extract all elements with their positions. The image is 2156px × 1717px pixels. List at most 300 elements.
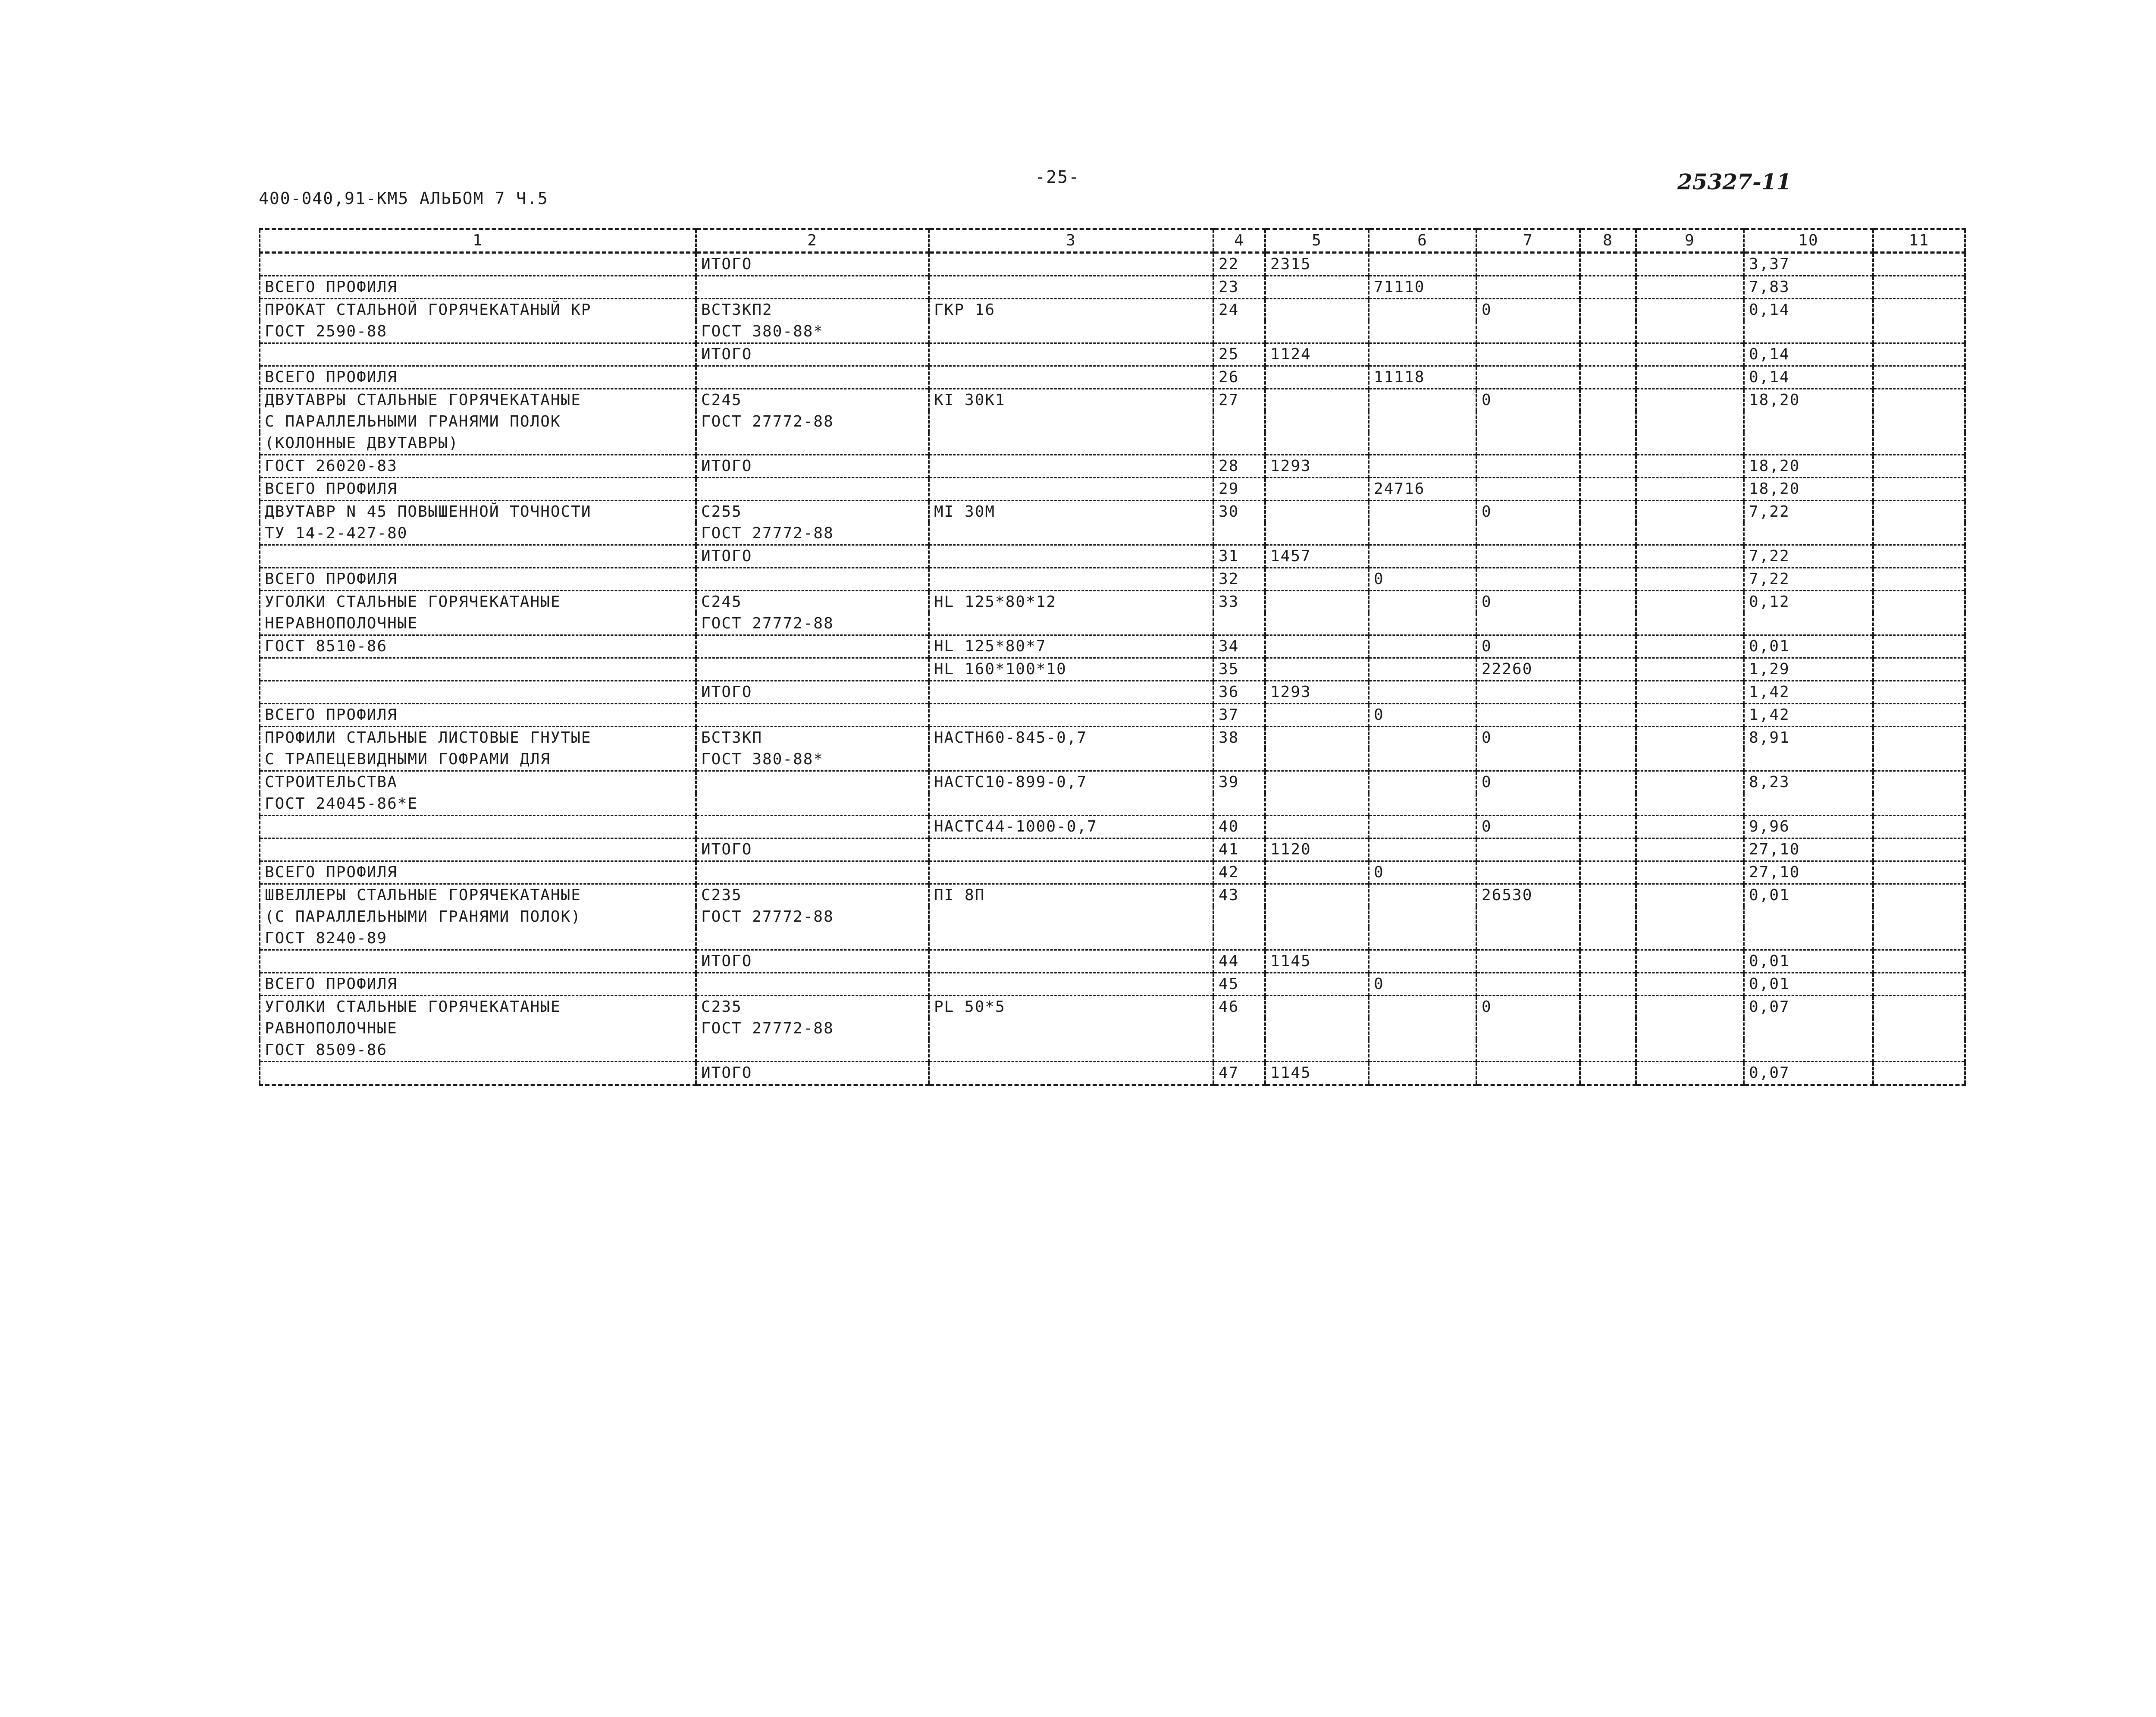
cell-col-9 <box>1636 501 1744 523</box>
cell-col-6 <box>1369 501 1476 523</box>
cell-col-5 <box>1265 658 1369 681</box>
cell-col-1 <box>260 681 696 704</box>
cell-col-2: ГОСТ 27772-88 <box>696 1018 929 1039</box>
cell-col-6: 24716 <box>1369 478 1476 501</box>
cell-col-3 <box>929 749 1213 771</box>
cell-col-2: ГОСТ 380-88* <box>696 321 929 343</box>
table-row <box>260 950 1965 973</box>
col-head-1: 1 <box>260 229 696 253</box>
cell-col-4: 32 <box>1213 568 1265 591</box>
cell-col-8 <box>1580 299 1636 321</box>
cell-col-5 <box>1265 433 1369 455</box>
cell-col-1: СТРОИТЕЛЬСТВА <box>260 771 696 794</box>
cell-col-1 <box>260 838 696 861</box>
cell-col-2: С245 <box>696 389 929 411</box>
cell-col-5 <box>1265 1018 1369 1039</box>
cell-col-7 <box>1476 793 1580 816</box>
cell-col-6 <box>1369 727 1476 749</box>
cell-col-7: 0 <box>1476 389 1580 411</box>
table-row <box>260 276 1965 299</box>
cell-col-10: 0,14 <box>1744 343 1873 366</box>
cell-col-3 <box>929 478 1213 501</box>
cell-col-5 <box>1265 996 1369 1018</box>
cell-col-5 <box>1265 884 1369 907</box>
cell-col-2 <box>696 366 929 389</box>
table-row <box>260 455 1965 478</box>
cell-col-9 <box>1636 1018 1744 1039</box>
cell-col-11 <box>1873 591 1965 613</box>
cell-col-3: КI 30К1 <box>929 389 1213 411</box>
cell-col-3: ГКР 16 <box>929 299 1213 321</box>
cell-col-4: 46 <box>1213 996 1265 1018</box>
cell-col-8 <box>1580 658 1636 681</box>
cell-col-3 <box>929 928 1213 950</box>
cell-col-4: 40 <box>1213 816 1265 838</box>
cell-col-5: 1124 <box>1265 343 1369 366</box>
cell-col-8 <box>1580 455 1636 478</box>
cell-col-8 <box>1580 635 1636 658</box>
cell-col-1: ГОСТ 8509-86 <box>260 1039 696 1062</box>
cell-col-6: 0 <box>1369 861 1476 884</box>
cell-col-4: 25 <box>1213 343 1265 366</box>
cell-col-10: 18,20 <box>1744 455 1873 478</box>
cell-col-10: 7,22 <box>1744 568 1873 591</box>
cell-col-9 <box>1636 793 1744 816</box>
cell-col-1: ПРОКАТ СТАЛЬНОЙ ГОРЯЧЕКАТАНЫЙ КР <box>260 299 696 321</box>
cell-col-7 <box>1476 973 1580 996</box>
cell-col-7 <box>1476 366 1580 389</box>
cell-col-2 <box>696 1039 929 1062</box>
cell-col-6 <box>1369 793 1476 816</box>
cell-col-6 <box>1369 253 1476 276</box>
cell-col-2: С255 <box>696 501 929 523</box>
cell-col-9 <box>1636 343 1744 366</box>
table-row <box>260 635 1965 658</box>
cell-col-4: 31 <box>1213 545 1265 568</box>
cell-col-7 <box>1476 681 1580 704</box>
cell-col-1: ГОСТ 24045-86*Е <box>260 793 696 816</box>
cell-col-10 <box>1744 793 1873 816</box>
cell-col-5 <box>1265 613 1369 635</box>
cell-col-11 <box>1873 299 1965 321</box>
cell-col-4: 28 <box>1213 455 1265 478</box>
cell-col-10: 0,01 <box>1744 635 1873 658</box>
cell-col-2 <box>696 771 929 794</box>
cell-col-5 <box>1265 1039 1369 1062</box>
cell-col-7 <box>1476 276 1580 299</box>
cell-col-5 <box>1265 973 1369 996</box>
cell-col-8 <box>1580 749 1636 771</box>
table-row <box>260 321 1965 343</box>
cell-col-3: НL 125*80*12 <box>929 591 1213 613</box>
cell-col-1: ПРОФИЛИ СТАЛЬНЫЕ ЛИСТОВЫЕ ГНУТЫЕ <box>260 727 696 749</box>
cell-col-8 <box>1580 433 1636 455</box>
cell-col-3 <box>929 253 1213 276</box>
cell-col-3 <box>929 276 1213 299</box>
col-head-5: 5 <box>1265 229 1369 253</box>
cell-col-3 <box>929 523 1213 545</box>
cell-col-8 <box>1580 906 1636 928</box>
cell-col-6 <box>1369 658 1476 681</box>
cell-col-8 <box>1580 973 1636 996</box>
cell-col-5 <box>1265 771 1369 794</box>
cell-col-10 <box>1744 411 1873 433</box>
cell-col-3 <box>929 366 1213 389</box>
cell-col-11 <box>1873 681 1965 704</box>
cell-col-11 <box>1873 973 1965 996</box>
cell-col-1: ВСЕГО ПРОФИЛЯ <box>260 478 696 501</box>
cell-col-2 <box>696 568 929 591</box>
page-number: -25- <box>1035 167 1080 187</box>
cell-col-7 <box>1476 545 1580 568</box>
cell-col-2 <box>696 433 929 455</box>
cell-col-4: 27 <box>1213 389 1265 411</box>
cell-col-2: ИТОГО <box>696 343 929 366</box>
table-row <box>260 973 1965 996</box>
cell-col-3: НАСТС10-899-0,7 <box>929 771 1213 794</box>
cell-col-6: 11118 <box>1369 366 1476 389</box>
cell-col-1: ВСЕГО ПРОФИЛЯ <box>260 276 696 299</box>
cell-col-4 <box>1213 928 1265 950</box>
cell-col-7 <box>1476 1018 1580 1039</box>
cell-col-2: ГОСТ 27772-88 <box>696 523 929 545</box>
cell-col-6 <box>1369 1039 1476 1062</box>
cell-col-9 <box>1636 950 1744 973</box>
cell-col-4: 33 <box>1213 591 1265 613</box>
cell-col-9 <box>1636 749 1744 771</box>
cell-col-7: 0 <box>1476 771 1580 794</box>
cell-col-7 <box>1476 749 1580 771</box>
cell-col-11 <box>1873 838 1965 861</box>
cell-col-6 <box>1369 771 1476 794</box>
cell-col-11 <box>1873 928 1965 950</box>
cell-col-9 <box>1636 276 1744 299</box>
cell-col-4: 22 <box>1213 253 1265 276</box>
cell-col-10: 27,10 <box>1744 838 1873 861</box>
cell-col-8 <box>1580 545 1636 568</box>
cell-col-4: 44 <box>1213 950 1265 973</box>
cell-col-8 <box>1580 704 1636 727</box>
cell-col-11 <box>1873 478 1965 501</box>
cell-col-6 <box>1369 523 1476 545</box>
cell-col-6 <box>1369 321 1476 343</box>
cell-col-11 <box>1873 568 1965 591</box>
cell-col-5 <box>1265 816 1369 838</box>
cell-col-11 <box>1873 996 1965 1018</box>
cell-col-8 <box>1580 613 1636 635</box>
cell-col-7 <box>1476 455 1580 478</box>
cell-col-10: 8,23 <box>1744 771 1873 794</box>
cell-col-11 <box>1873 1039 1965 1062</box>
cell-col-10 <box>1744 321 1873 343</box>
cell-col-9 <box>1636 411 1744 433</box>
cell-col-5: 1120 <box>1265 838 1369 861</box>
col-head-7: 7 <box>1476 229 1580 253</box>
cell-col-10 <box>1744 928 1873 950</box>
cell-col-5 <box>1265 478 1369 501</box>
cell-col-8 <box>1580 478 1636 501</box>
cell-col-6: 0 <box>1369 568 1476 591</box>
cell-col-6 <box>1369 749 1476 771</box>
cell-col-1: ВСЕГО ПРОФИЛЯ <box>260 973 696 996</box>
cell-col-5: 1293 <box>1265 455 1369 478</box>
cell-col-2 <box>696 928 929 950</box>
table-row <box>260 771 1965 794</box>
cell-col-9 <box>1636 523 1744 545</box>
cell-col-1: РАВНОПОЛОЧНЫЕ <box>260 1018 696 1039</box>
cell-col-5 <box>1265 389 1369 411</box>
cell-col-2: ГОСТ 27772-88 <box>696 906 929 928</box>
cell-col-1: С ПАРАЛЛЕЛЬНЫМИ ГРАНЯМИ ПОЛОК <box>260 411 696 433</box>
cell-col-9 <box>1636 928 1744 950</box>
cell-col-7 <box>1476 523 1580 545</box>
cell-col-5 <box>1265 501 1369 523</box>
cell-col-11 <box>1873 727 1965 749</box>
cell-col-4: 41 <box>1213 838 1265 861</box>
cell-col-11 <box>1873 906 1965 928</box>
cell-col-5 <box>1265 591 1369 613</box>
table-row <box>260 838 1965 861</box>
cell-col-11 <box>1873 455 1965 478</box>
specification-table-container <box>259 228 1964 1086</box>
cell-col-5 <box>1265 704 1369 727</box>
cell-col-7: 26530 <box>1476 884 1580 907</box>
table-row <box>260 545 1965 568</box>
cell-col-9 <box>1636 681 1744 704</box>
cell-col-3 <box>929 950 1213 973</box>
table-row <box>260 501 1965 523</box>
cell-col-7 <box>1476 928 1580 950</box>
cell-col-4 <box>1213 906 1265 928</box>
cell-col-6: 71110 <box>1369 276 1476 299</box>
cell-col-7 <box>1476 1039 1580 1062</box>
cell-col-3 <box>929 411 1213 433</box>
cell-col-1: (С ПАРАЛЛЕЛЬНЫМИ ГРАНЯМИ ПОЛОК) <box>260 906 696 928</box>
cell-col-1: ВСЕГО ПРОФИЛЯ <box>260 704 696 727</box>
cell-col-10: 1,42 <box>1744 681 1873 704</box>
cell-col-2: ГОСТ 27772-88 <box>696 411 929 433</box>
cell-col-7: 0 <box>1476 501 1580 523</box>
cell-col-5 <box>1265 299 1369 321</box>
cell-col-11 <box>1873 545 1965 568</box>
table-row <box>260 704 1965 727</box>
cell-col-10: 0,01 <box>1744 973 1873 996</box>
cell-col-4: 24 <box>1213 299 1265 321</box>
cell-col-8 <box>1580 501 1636 523</box>
table-row <box>260 299 1965 321</box>
cell-col-1: ТУ 14-2-427-80 <box>260 523 696 545</box>
cell-col-7 <box>1476 861 1580 884</box>
cell-col-2: БСТ3КП <box>696 727 929 749</box>
cell-col-6 <box>1369 996 1476 1018</box>
cell-col-7 <box>1476 343 1580 366</box>
cell-col-8 <box>1580 928 1636 950</box>
cell-col-4 <box>1213 749 1265 771</box>
cell-col-10 <box>1744 1018 1873 1039</box>
cell-col-8 <box>1580 366 1636 389</box>
cell-col-11 <box>1873 343 1965 366</box>
cell-col-5 <box>1265 366 1369 389</box>
cell-col-8 <box>1580 727 1636 749</box>
specification-table <box>259 228 1966 1086</box>
cell-col-3 <box>929 1039 1213 1062</box>
cell-col-9 <box>1636 366 1744 389</box>
cell-col-4 <box>1213 613 1265 635</box>
table-row <box>260 1018 1965 1039</box>
cell-col-9 <box>1636 568 1744 591</box>
cell-col-2 <box>696 861 929 884</box>
cell-col-7: 0 <box>1476 996 1580 1018</box>
table-row <box>260 816 1965 838</box>
cell-col-1: ГОСТ 8510-86 <box>260 635 696 658</box>
cell-col-1 <box>260 253 696 276</box>
cell-col-6 <box>1369 433 1476 455</box>
cell-col-11 <box>1873 950 1965 973</box>
cell-col-1: УГОЛКИ СТАЛЬНЫЕ ГОРЯЧЕКАТАНЫЕ <box>260 996 696 1018</box>
cell-col-8 <box>1580 1062 1636 1085</box>
cell-col-1 <box>260 343 696 366</box>
cell-col-5 <box>1265 793 1369 816</box>
cell-col-1: ВСЕГО ПРОФИЛЯ <box>260 568 696 591</box>
cell-col-5 <box>1265 928 1369 950</box>
cell-col-4: 29 <box>1213 478 1265 501</box>
col-head-8: 8 <box>1580 229 1636 253</box>
cell-col-8 <box>1580 1018 1636 1039</box>
col-head-11: 11 <box>1873 229 1965 253</box>
cell-col-7 <box>1476 1062 1580 1085</box>
cell-col-7: 0 <box>1476 299 1580 321</box>
cell-col-4 <box>1213 321 1265 343</box>
cell-col-5 <box>1265 276 1369 299</box>
cell-col-9 <box>1636 253 1744 276</box>
cell-col-6 <box>1369 838 1476 861</box>
cell-col-10: 3,37 <box>1744 253 1873 276</box>
cell-col-8 <box>1580 996 1636 1018</box>
cell-col-11 <box>1873 523 1965 545</box>
cell-col-8 <box>1580 343 1636 366</box>
cell-col-10: 0,07 <box>1744 1062 1873 1085</box>
cell-col-4: 38 <box>1213 727 1265 749</box>
cell-col-1: ГОСТ 8240-89 <box>260 928 696 950</box>
cell-col-5 <box>1265 321 1369 343</box>
cell-col-2 <box>696 658 929 681</box>
cell-col-11 <box>1873 276 1965 299</box>
table-row <box>260 681 1965 704</box>
cell-col-9 <box>1636 906 1744 928</box>
cell-col-10 <box>1744 749 1873 771</box>
document-code: 400-040,91-КМ5 АЛЬБОМ 7 Ч.5 <box>259 189 548 208</box>
cell-col-9 <box>1636 478 1744 501</box>
cell-col-8 <box>1580 523 1636 545</box>
cell-col-9 <box>1636 389 1744 411</box>
cell-col-5: 1293 <box>1265 681 1369 704</box>
cell-col-6 <box>1369 455 1476 478</box>
table-row <box>260 1062 1965 1085</box>
cell-col-3 <box>929 1018 1213 1039</box>
cell-col-4 <box>1213 433 1265 455</box>
cell-col-11 <box>1873 321 1965 343</box>
cell-col-3: PL 50*5 <box>929 996 1213 1018</box>
table-row <box>260 433 1965 455</box>
cell-col-10: 0,14 <box>1744 299 1873 321</box>
cell-col-4: 47 <box>1213 1062 1265 1085</box>
cell-col-4: 35 <box>1213 658 1265 681</box>
cell-col-1: ГОСТ 26020-83 <box>260 455 696 478</box>
table-row <box>260 996 1965 1018</box>
cell-col-1: ГОСТ 2590-88 <box>260 321 696 343</box>
cell-col-8 <box>1580 681 1636 704</box>
cell-col-4: 42 <box>1213 861 1265 884</box>
cell-col-4 <box>1213 1018 1265 1039</box>
cell-col-6 <box>1369 906 1476 928</box>
cell-col-11 <box>1873 389 1965 411</box>
table-body <box>260 229 1965 1085</box>
cell-col-1: ДВУТАВР N 45 ПОВЫШЕННОЙ ТОЧНОСТИ <box>260 501 696 523</box>
cell-col-6 <box>1369 950 1476 973</box>
cell-col-9 <box>1636 1039 1744 1062</box>
cell-col-3 <box>929 568 1213 591</box>
cell-col-7: 0 <box>1476 591 1580 613</box>
cell-col-6 <box>1369 635 1476 658</box>
cell-col-1: ВСЕГО ПРОФИЛЯ <box>260 366 696 389</box>
cell-col-8 <box>1580 884 1636 907</box>
cell-col-11 <box>1873 433 1965 455</box>
cell-col-3 <box>929 545 1213 568</box>
cell-col-3 <box>929 704 1213 727</box>
cell-col-3: НАСТС44-1000-0,7 <box>929 816 1213 838</box>
cell-col-2: ИТОГО <box>696 1062 929 1085</box>
cell-col-7: 22260 <box>1476 658 1580 681</box>
cell-col-2: ИТОГО <box>696 455 929 478</box>
cell-col-2: ИТОГО <box>696 253 929 276</box>
cell-col-4: 37 <box>1213 704 1265 727</box>
cell-col-5 <box>1265 727 1369 749</box>
cell-col-9 <box>1636 973 1744 996</box>
cell-col-7 <box>1476 950 1580 973</box>
cell-col-4: 43 <box>1213 884 1265 907</box>
cell-col-2: ИТОГО <box>696 950 929 973</box>
cell-col-5: 1457 <box>1265 545 1369 568</box>
cell-col-8 <box>1580 1039 1636 1062</box>
table-row <box>260 793 1965 816</box>
cell-col-11 <box>1873 861 1965 884</box>
cell-col-5 <box>1265 861 1369 884</box>
table-row <box>260 884 1965 907</box>
cell-col-6 <box>1369 613 1476 635</box>
cell-col-6 <box>1369 389 1476 411</box>
table-row <box>260 253 1965 276</box>
cell-col-4 <box>1213 1039 1265 1062</box>
handwritten-stamp: 25327-11 <box>1677 169 1792 195</box>
cell-col-9 <box>1636 455 1744 478</box>
cell-col-1 <box>260 950 696 973</box>
cell-col-11 <box>1873 749 1965 771</box>
cell-col-10: 7,22 <box>1744 545 1873 568</box>
cell-col-7 <box>1476 838 1580 861</box>
cell-col-1 <box>260 1062 696 1085</box>
cell-col-3: НL 125*80*7 <box>929 635 1213 658</box>
cell-col-3 <box>929 455 1213 478</box>
cell-col-3 <box>929 793 1213 816</box>
cell-col-8 <box>1580 950 1636 973</box>
cell-col-8 <box>1580 816 1636 838</box>
cell-col-1 <box>260 658 696 681</box>
cell-col-9 <box>1636 545 1744 568</box>
cell-col-11 <box>1873 1018 1965 1039</box>
cell-col-3 <box>929 681 1213 704</box>
cell-col-1: ДВУТАВРЫ СТАЛЬНЫЕ ГОРЯЧЕКАТАНЫЕ <box>260 389 696 411</box>
cell-col-8 <box>1580 276 1636 299</box>
